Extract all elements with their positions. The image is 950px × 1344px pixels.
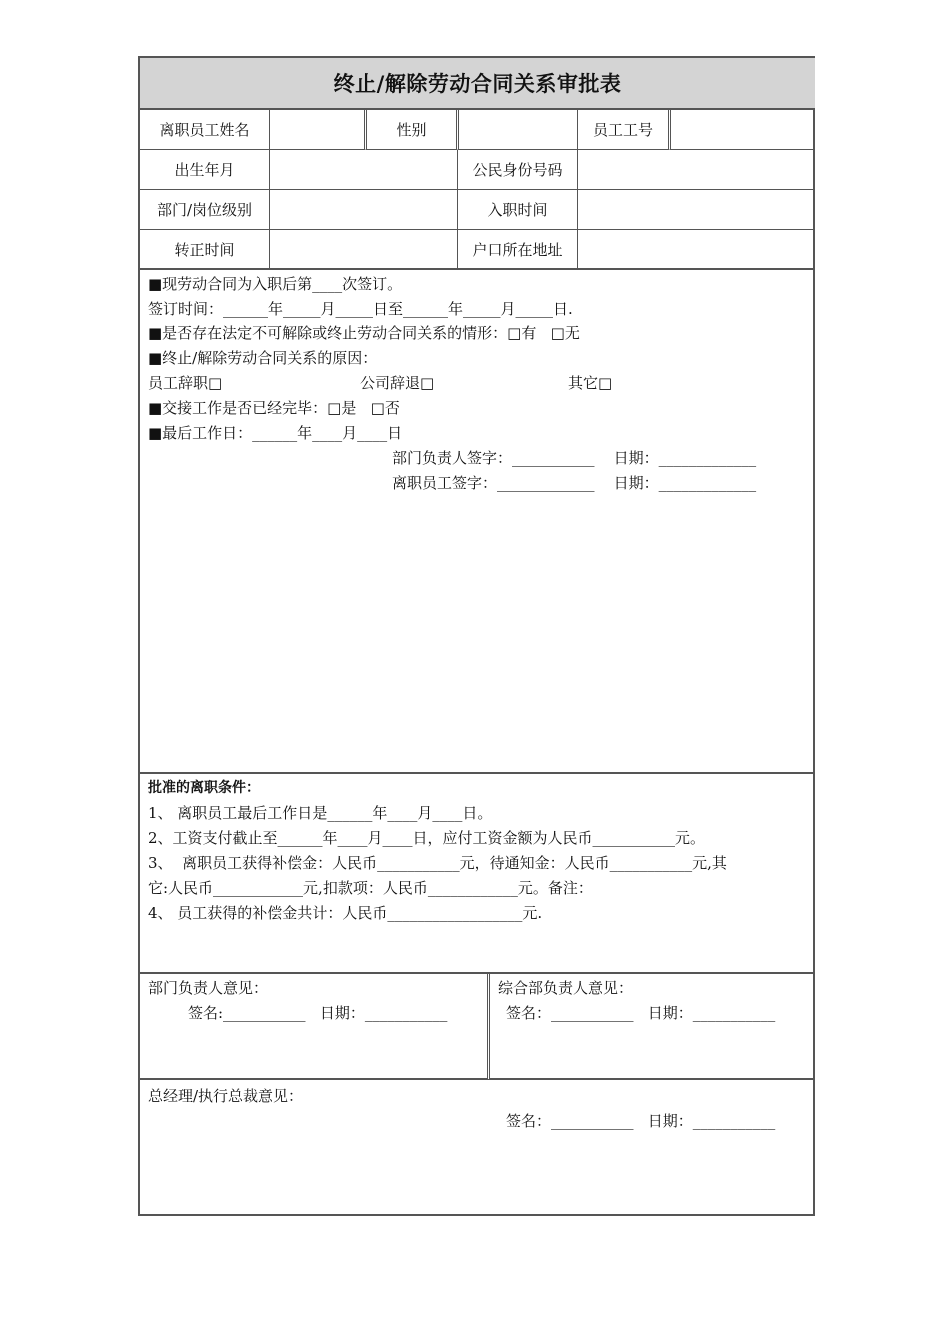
dept-head-signature-line: 部门负责人签字：___________ 日期：_____________ [392,449,757,467]
contract-count-line: ■现劳动合同为入职后第____次签订。 [148,275,403,293]
id-label: 公民身份号码 [458,150,578,190]
gm-opinion-signature: 签名：___________ 日期：___________ [506,1112,776,1130]
name-field[interactable] [270,110,367,150]
dept-opinion-label: 部门负责人意见： [148,979,269,997]
conditions-heading: 批准的离职条件： [148,780,260,796]
condition-3a: 3、 离职员工获得补偿金：人民币___________元，待通知金：人民币___________元,其 [148,854,727,872]
employee-signature-line: 离职员工签字：_____________ 日期：_____________ [392,474,757,492]
reason-resign-checkbox[interactable]: 员工辞职□ [148,374,223,392]
birth-label: 出生年月 [140,150,270,190]
reason-dismiss-checkbox[interactable]: 公司辞退□ [360,374,435,392]
condition-4: 4、 员工获得的补偿金共计：人民币__________________元. [148,904,543,922]
reason-other-checkbox[interactable]: 其它□ [568,374,613,392]
dept-opinion-box[interactable] [140,974,490,1080]
birth-field[interactable] [270,150,458,190]
hukou-field[interactable] [578,230,815,270]
approval-form [138,56,815,1216]
condition-2: 2、工资支付截止至______年____月____日，应付工资金额为人民币___________元。 [148,829,706,847]
admin-opinion-label: 综合部负责人意见： [498,979,634,997]
dept-label: 部门/岗位级别 [140,190,270,230]
sign-period-line: 签订时间：______年_____月_____日至______年_____月_____日. [148,300,573,318]
gender-field[interactable] [459,110,578,150]
condition-3b: 它:人民币____________元,扣款项：人民币____________元。备注： [148,879,593,897]
gm-opinion-label: 总经理/执行总裁意见： [148,1087,304,1105]
gender-label: 性别 [367,110,459,150]
condition-1: 1、 离职员工最后工作日是______年____月____日。 [148,804,493,822]
id-field[interactable] [578,150,815,190]
regular-label: 转正时间 [140,230,270,270]
join-label: 入职时间 [458,190,578,230]
handover-line: ■交接工作是否已经完毕：□是 □否 [148,399,400,417]
last-day-line: ■最后工作日：______年____月____日 [148,424,403,442]
admin-opinion-signature: 签名：___________ 日期：___________ [506,1004,776,1022]
dept-field[interactable] [270,190,458,230]
hukou-label: 户口所在地址 [458,230,578,270]
dept-opinion-signature: 签名:___________ 日期：___________ [188,1004,448,1022]
join-field[interactable] [578,190,815,230]
staff-no-label: 员工工号 [578,110,671,150]
name-label: 离职员工姓名 [140,110,270,150]
form-title: 终止/解除劳动合同关系审批表 [140,58,815,110]
gm-opinion-box[interactable] [140,1080,815,1216]
legal-restriction-line: ■是否存在法定不可解除或终止劳动合同关系的情形：□有 □无 [148,324,580,342]
admin-opinion-box[interactable] [490,974,815,1080]
reason-heading: ■终止/解除劳动合同关系的原因： [148,349,378,367]
staff-no-field[interactable] [671,110,815,150]
conditions-section [140,774,815,974]
regular-field[interactable] [270,230,458,270]
info-section [140,270,815,774]
